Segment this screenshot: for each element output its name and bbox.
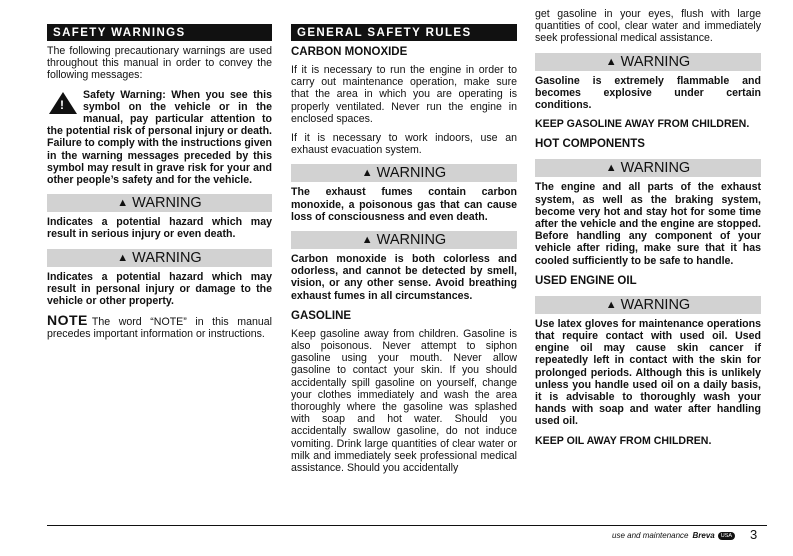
warning-triangle-icon: ! [49,92,77,114]
warning-text: Indicates a potential hazard which may result in serious injury or even death. [47,216,272,241]
warning-banner [47,194,272,212]
paragraph: get gasoline in your eyes, flush with large quantities of cool, clear water and immediately seek professional medical assistance. [535,8,761,45]
warning-banner [535,296,761,314]
warning-text: The exhaust fumes contain carbon monoxide, a poisonous gas that can cause loss of consciousness and even death. [291,186,517,223]
footer-brand: Breva [692,531,715,540]
page-number: 3 [750,527,758,542]
intro-paragraph: The following precautionary warnings are used throughout this manual in order to convey the following messages: [47,45,272,82]
note-paragraph [47,314,272,340]
column-safety-warnings [47,24,272,348]
warning-title: WARNING [376,165,447,182]
paragraph: If it is necessary to run the engine in order to carry out maintenance operation, make sure that the area in which you are operating is properly ventilated. Never run the engine in enclosed spaces. [291,64,517,125]
section-header-general-safety-rules: GENERAL SAFETY RULES [291,24,517,41]
keep-away-notice: KEEP OIL AWAY FROM CHILDREN. [535,434,712,447]
subsection-title-hot-components: HOT COMPONENTS [535,138,645,151]
paragraph: Keep gasoline away from children. Gasoline is also poisonous. Never attempt to siphon gasoline using your mouth. Never allow gasoline to contact your skin. If you should accidentally spill gasoline on yourself, change your clothes immediately and wash the area thoroughly where the gasoline was splashed with soap and hot water. Should you accidentally swallow gasoline, do not induce vomiting. Drink large quantities of clear water or milk and immediately seek professional medical assistance. Should you accidentally [291,327,517,475]
safety-warning-text: Safety Warning: When you see this symbol on the vehicle or in the manual, pay particular attention to the potential risk of personal injury or death. Failure to comply with the instructions given in the warning messages preceded by this symbol may result in grave risk for your and other people’s safety and for the vehicle. [47,88,272,187]
subsection-title-used-engine-oil: USED ENGINE OIL [535,274,637,287]
section-header-safety-warnings: SAFETY WARNINGS [47,24,272,41]
warning-banner [535,53,761,71]
footer [612,531,735,540]
subsection-title-gasoline: GASOLINE [291,309,352,322]
warning-triangle-icon: ▲ [605,162,617,175]
footer-divider [47,525,767,526]
warning-triangle-icon: ▲ [117,197,129,210]
warning-title: WARNING [376,232,447,249]
warning-text: The engine and all parts of the exhaust system, as well as the braking system, become very hot and stay hot for some time after the vehicle and the engine are stopped. Before handling any component of your vehicle after riding, make sure that it has cooled sufficiently to be safe to handle. [535,181,761,267]
keep-away-notice: KEEP GASOLINE AWAY FROM CHILDREN. [535,118,750,131]
column-continued [535,8,761,454]
warning-banner [291,231,517,249]
warning-triangle-icon: ▲ [605,298,617,311]
warning-title: WARNING [620,53,691,70]
warning-title: WARNING [132,195,202,212]
column-general-safety-rules [291,24,517,481]
warning-title: WARNING [132,249,202,266]
warning-title: WARNING [620,160,691,177]
footer-badge: USA [718,532,735,540]
warning-title: WARNING [620,296,691,313]
note-text: The word “NOTE” in this manual precedes important information or instructions. [47,316,272,341]
note-keyword: NOTE [47,312,88,329]
warning-banner [47,249,272,267]
warning-triangle-icon: ▲ [117,251,129,264]
warning-text: Indicates a potential hazard which may result in personal injury or damage to the vehicle or other property. [47,270,272,308]
paragraph: If it is necessary to work indoors, use an exhaust evacuation system. [291,132,517,157]
warning-text: Carbon monoxide is both colorless and odorless, and cannot be detected by smell, vision, or any other sense. Avoid breathing exhaust fumes in all circumstances. [291,253,517,302]
footer-text: use and maintenance [612,531,689,540]
warning-banner [291,164,517,182]
warning-triangle-icon: ▲ [361,234,373,247]
safety-warning-block [47,89,272,187]
subsection-title-carbon-monoxide: CARBON MONOXIDE [291,46,408,58]
warning-triangle-icon: ▲ [605,55,617,68]
warning-text: Use latex gloves for maintenance operations that require contact with used oil. Used engine oil may cause skin cancer if repeatedly left in contact with the skin for prolonged periods. Although this is unlikely unless you handle used oil on a daily basis, it is advisable to thoroughly wash your hands with soap and water after handling used oil. [535,317,761,428]
warning-triangle-icon: ▲ [361,167,373,180]
warning-text: Gasoline is extremely flammable and becomes explosive under certain conditions. [535,74,761,112]
warning-banner [535,159,761,177]
